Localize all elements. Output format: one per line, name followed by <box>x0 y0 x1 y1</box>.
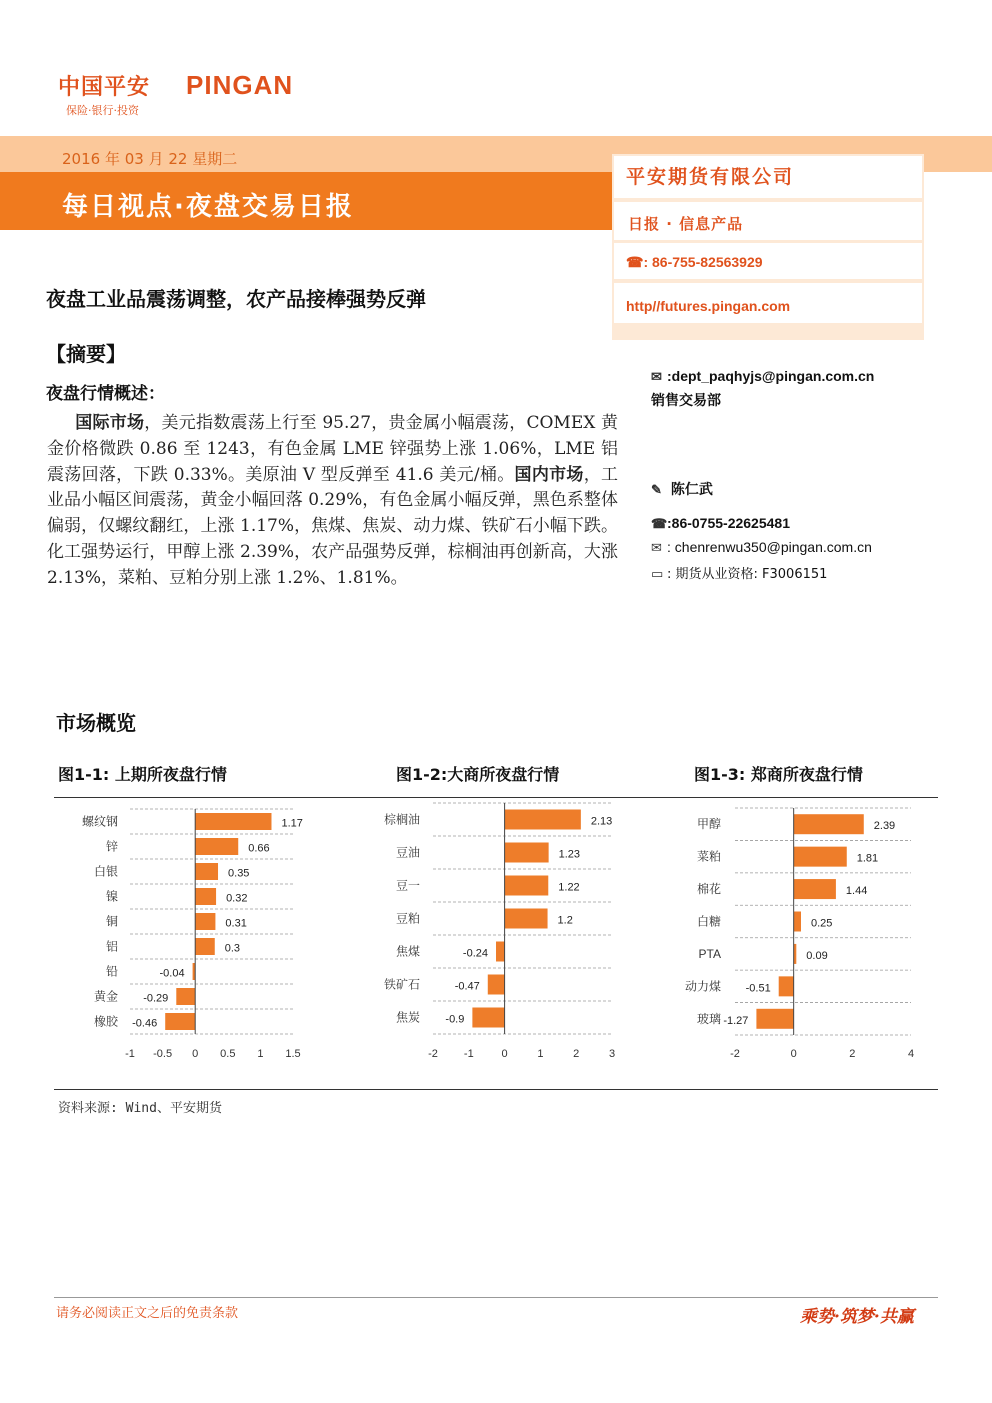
tick-label: -1 <box>125 1048 135 1060</box>
tick-label: 1.5 <box>285 1048 301 1060</box>
chart-title-dce: 图1-2:大商所夜盘行情 <box>396 765 560 784</box>
logo-tagline: 保险·银行·投资 <box>66 104 139 117</box>
tick-label: 0 <box>501 1048 508 1060</box>
category-label: 玻璃 <box>696 1011 721 1026</box>
data-label: -0.9 <box>445 1013 465 1026</box>
bar <box>505 876 549 896</box>
analyst-name: 陈仁武 <box>670 482 713 498</box>
bar <box>779 976 794 996</box>
chart-shfe <box>82 809 303 1060</box>
data-label: 1.17 <box>281 817 303 830</box>
data-label: -0.29 <box>143 992 169 1005</box>
category-label: 豆一 <box>395 878 420 893</box>
company-name: 平安期货有限公司 <box>626 166 795 188</box>
mail-icon: ✉ <box>651 369 662 384</box>
category-label: 铁矿石 <box>383 977 420 992</box>
tick-label: 1 <box>537 1048 544 1060</box>
bar <box>505 843 549 863</box>
category-label: 镍 <box>105 889 118 904</box>
bar <box>488 975 505 995</box>
dom-market-text: ，工业品小幅区间震荡，黄金小幅回落 0.29%，有色金属小幅反弹，黑色系整体偏弱，仅螺纹翻红，上涨 1.17%，焦煤、焦炭、动力煤、铁矿石小幅下跌。化工强势运行，甲醇上涨 2.39%，农产品强势反弹，棕榈油再创新高，大涨 2.13%，菜粕、豆粕分别上涨 1.2%、1.81%。 <box>47 464 619 588</box>
tick-label: 2 <box>573 1048 580 1060</box>
chart-dce <box>384 803 615 1060</box>
bar <box>794 879 836 899</box>
bar <box>195 863 218 880</box>
bar <box>794 847 847 867</box>
bar <box>165 1013 195 1030</box>
overview-label: 夜盘行情概述： <box>46 384 165 404</box>
data-label: 2.13 <box>590 815 613 828</box>
tick-label: 2 <box>849 1048 856 1060</box>
slogan: 乘势·筑梦·共赢 <box>800 1307 914 1327</box>
bar <box>195 913 215 930</box>
data-label: 0.66 <box>248 842 270 855</box>
category-label: 橡胶 <box>93 1014 118 1029</box>
tick-label: -2 <box>428 1048 438 1060</box>
data-label: -1.27 <box>723 1014 749 1027</box>
bar <box>505 909 548 929</box>
dom-market-label: 国内市场 <box>514 464 584 485</box>
report-title: 每日视点·夜盘交易日报 <box>62 192 354 222</box>
data-label: 0.35 <box>228 867 250 880</box>
category-label: 豆粕 <box>395 911 420 926</box>
category-label: 铝 <box>105 939 118 954</box>
bar <box>505 810 581 830</box>
pen-icon: ✎ <box>651 482 662 497</box>
bar <box>472 1008 504 1028</box>
tick-label: 0 <box>790 1048 797 1060</box>
bar <box>794 814 864 834</box>
bar <box>195 888 216 905</box>
data-label: 1.23 <box>558 848 581 861</box>
tick-label: -2 <box>730 1048 740 1060</box>
category-label: 菜粕 <box>696 849 721 864</box>
category-label: 黄金 <box>93 989 118 1004</box>
data-label: -0.47 <box>454 980 480 993</box>
data-label: -0.51 <box>745 982 771 995</box>
tick-label: 3 <box>608 1048 616 1060</box>
company-url[interactable]: http//futures.pingan.com <box>626 298 791 314</box>
tick-label: -1 <box>463 1048 474 1060</box>
data-label: 1.44 <box>845 885 868 898</box>
bar <box>195 938 215 955</box>
analyst-phone-text: :86-0755-22625481 <box>667 515 790 531</box>
data-label: 1.81 <box>856 852 879 865</box>
category-label: 棉花 <box>696 882 721 897</box>
data-label: -0.46 <box>132 1017 158 1030</box>
data-label: -0.24 <box>462 947 489 960</box>
category-label: 锌 <box>105 839 118 854</box>
category-label: 棕榈油 <box>383 812 420 827</box>
bar <box>176 988 195 1005</box>
data-label: 0.31 <box>225 917 247 930</box>
chart-title-shfe: 图1-1: 上期所夜盘行情 <box>58 765 227 784</box>
book-icon: ▭ <box>651 567 664 582</box>
category-label: 铅 <box>105 964 118 979</box>
market-section-title: 市场概览 <box>56 711 136 735</box>
dept-name: 销售交易部 <box>651 393 721 409</box>
tick-label: 0.5 <box>220 1048 236 1060</box>
category-label: 铜 <box>105 914 118 929</box>
tick-label: 0 <box>192 1048 199 1060</box>
bar <box>756 1009 793 1029</box>
data-label: -0.04 <box>159 967 185 980</box>
mail-icon: ✉ <box>651 540 662 555</box>
category-label: 豆油 <box>395 845 420 860</box>
logo-english: PINGAN <box>186 70 294 100</box>
data-label: 0.09 <box>806 949 828 962</box>
tick-label: 4 <box>907 1048 915 1060</box>
bar <box>794 912 801 932</box>
disclaimer[interactable]: 请务必阅读正文之后的免责条款 <box>56 1306 239 1321</box>
bar <box>195 813 271 830</box>
data-label: 0.3 <box>224 942 241 955</box>
data-label: 1.22 <box>558 881 580 894</box>
category-label: 白糖 <box>696 914 721 929</box>
chart-czce <box>685 808 914 1060</box>
source-note: 资料来源: Wind、平安期货 <box>58 1101 222 1116</box>
data-label: 0.25 <box>811 917 833 930</box>
category-label: 焦煤 <box>395 944 420 959</box>
category-label: 甲醇 <box>696 817 721 832</box>
analyst-license-text: : 期货从业资格: F3006151 <box>667 567 828 582</box>
category-label: 动力煤 <box>684 979 721 994</box>
tick-label: -0.5 <box>153 1048 173 1060</box>
analyst-email-text: : chenrenwu350@pingan.com.cn <box>667 539 872 555</box>
category-label: 白银 <box>93 864 118 879</box>
tick-label: 1 <box>257 1048 264 1060</box>
footer-rule <box>54 1297 938 1298</box>
logo-chinese: 中国平安 <box>58 75 151 100</box>
intl-market-text: ，美元指数震荡上行至 95.27，贵金属小幅震荡，COMEX 黄金价格微跌 0.86 至 1243，有色金属 LME 锌强势上涨 1.06%，LME 铝震荡回落，下跌 0.33%。美原油 V 型反弹至 41.6 美元/桶。 <box>47 413 618 485</box>
data-label: 2.39 <box>873 820 896 833</box>
category-label: PTA <box>698 946 721 961</box>
figure-bottom-rule <box>54 1089 938 1090</box>
intl-market-label: 国际市场 <box>75 413 145 433</box>
company-phone-number: 86-755-82563929 <box>652 254 763 270</box>
category-label: 焦炭 <box>395 1010 420 1025</box>
bar <box>195 838 238 855</box>
headline: 夜盘工业品震荡调整，农产品接棒强势反弹 <box>46 287 426 311</box>
phone-icon: ☎ <box>651 516 668 531</box>
dept-email-text: :dept_paqhyjs@pingan.com.cn <box>667 368 875 384</box>
report-date: 2016 年 03 月 22 星期二 <box>62 150 238 168</box>
chart-title-czce: 图1-3: 郑商所夜盘行情 <box>694 765 863 784</box>
phone-icon: ☎: <box>626 254 649 270</box>
bar <box>496 942 505 962</box>
category-label: 螺纹钢 <box>81 814 118 829</box>
data-label: 0.32 <box>226 892 248 905</box>
data-label: 1.2 <box>557 914 573 927</box>
abstract-label: 【摘要】 <box>46 342 126 366</box>
product-type: 日报 · 信息产品 <box>628 215 744 233</box>
